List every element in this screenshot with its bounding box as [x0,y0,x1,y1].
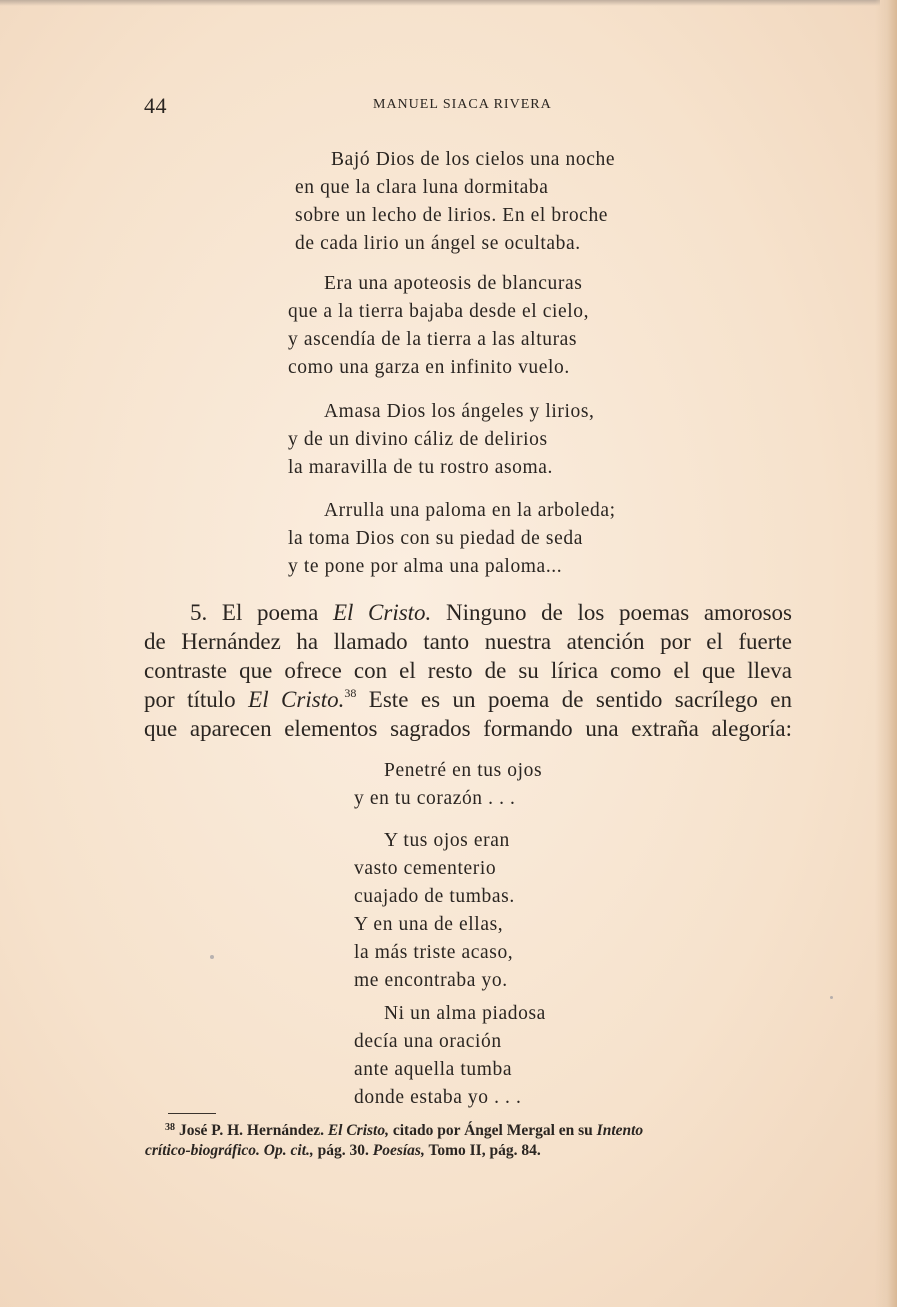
poem2-stanza-1 [354,757,542,813]
verse-line: Ni un alma piadosa [384,1003,546,1024]
page-number: 44 [144,93,167,118]
verse-line: en que la clara luna dormitaba [295,177,549,198]
paragraph-line: que aparecen elementos sagrados formando una extraña alegoría: [144,716,792,741]
paper-speck [210,955,214,959]
paragraph-line: 5. El poema El Cristo. Ninguno de los poemas amorosos [190,600,793,625]
footnote-line: $^{38}$ José P. H. Hernández. El Cristo, citado por Ángel Mergal en su Intento [145,1118,795,1141]
verse-line: vasto cementerio [354,858,497,879]
verse-line: ante aquella tumba [354,1059,513,1080]
verse-line: sobre un lecho de lirios. En el broche [295,205,609,226]
verse-line: Amasa Dios los ángeles y lirios, [324,401,595,422]
poem-stanza-2 [288,270,589,382]
paragraph-line: por título El Cristo.$^{38}$ Este es un poema de sentido sacrílego en [144,686,792,712]
verse-line: Era una apoteosis de blancuras [324,273,583,294]
verse-line: la más triste acaso, [354,942,514,963]
verse-line: y ascendía de la tierra a las alturas [288,329,578,350]
verse-line: como una garza en infinito vuelo. [288,357,570,378]
poem-title: El Cristo. [248,687,345,712]
paragraph-line: de Hernández ha llamado tanto nuestra atención por el fuerte [144,629,792,654]
verse-line: donde estaba yo . . . [354,1087,522,1108]
poem2-stanza-2 [354,827,515,995]
poem2-stanza-3 [354,1000,546,1112]
paragraph-line: contraste que ofrece con el resto de su lírica como el que lleva [144,658,792,683]
verse-line: y en tu corazón . . . [354,788,516,809]
footnote-number: 38 [165,1122,175,1133]
page-top-edge [0,0,880,6]
footnote-reference: 38 [344,686,357,700]
verse-line: de cada lirio un ángel se ocultaba. [295,233,581,254]
verse-line: la maravilla de tu rostro asoma. [288,457,554,478]
poem-stanza-1 [295,146,615,258]
verse-line: Y tus ojos eran [384,830,510,851]
poem-stanza-4 [288,497,616,581]
verse-line: Y en una de ellas, [354,914,504,935]
verse-line: cuajado de tumbas. [354,886,515,907]
section-number: 5. [190,600,208,625]
page-right-edge [875,0,897,1307]
footnote-line: crítico-biográfico. Op. cit., pág. 30. Poesías, Tomo II, pág. 84. [145,1142,541,1159]
running-head: MANUEL SIACA RIVERA [373,97,552,112]
verse-line: Bajó Dios de los cielos una noche [331,149,616,170]
verse-line: Arrulla una paloma en la arboleda; [324,500,616,521]
verse-line: la toma Dios con su piedad de seda [288,528,583,549]
footnote-38 [145,1118,795,1161]
poem-title: El Cristo. [332,600,432,625]
footnote-rule [168,1113,216,1114]
verse-line: que a la tierra bajaba desde el cielo, [288,301,590,322]
verse-line: y de un divino cáliz de delirios [288,429,548,450]
section-5-paragraph [144,598,792,743]
verse-line: me encontraba yo. [354,970,508,991]
verse-line: decía una oración [354,1031,502,1052]
paper-speck [830,996,833,999]
verse-line: y te pone por alma una paloma... [288,556,563,577]
poem-stanza-3 [288,398,595,482]
verse-line: Penetré en tus ojos [384,760,543,781]
